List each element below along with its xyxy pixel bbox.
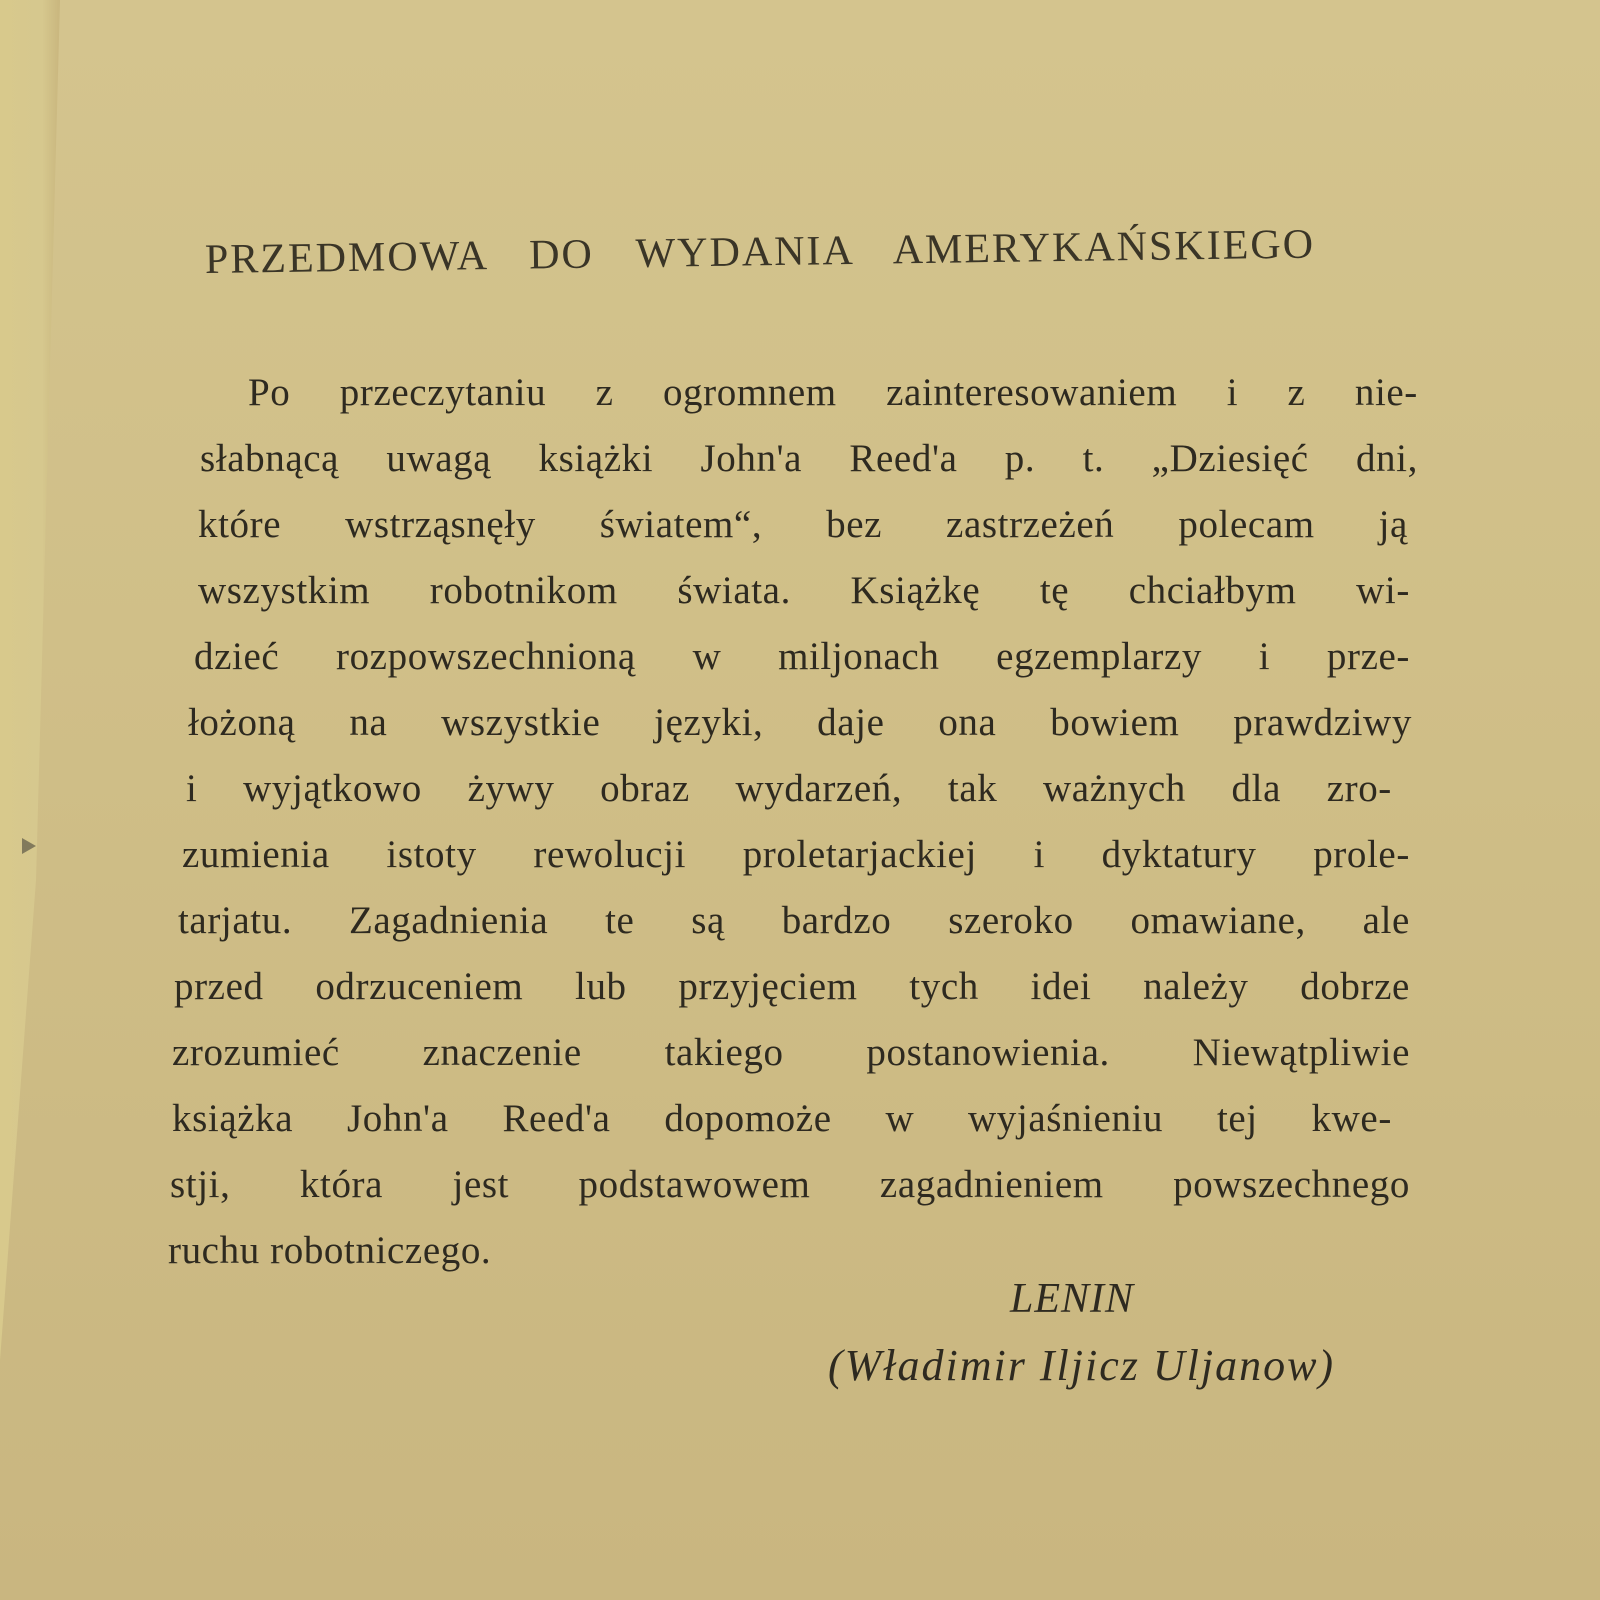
text-line: ruchu robotniczego. xyxy=(168,1229,492,1272)
margin-arrow-mark xyxy=(22,838,36,854)
text-line: przed odrzuceniem lub przyjęciem tych idei należy dobrze xyxy=(174,965,1410,1008)
text-line: które wstrząsnęły światem“, bez zastrzeżeń polecam ją xyxy=(198,503,1408,546)
text-line: słabnącą uwagą książki John'a Reed'a p. t. „Dziesięć dni, xyxy=(200,437,1418,480)
text-line: tarjatu. Zagadnienia te są bardzo szeroko omawiane, ale xyxy=(178,899,1410,942)
signature-name: LENIN xyxy=(1010,1276,1135,1322)
text-line: dzieć rozpowszechnioną w miljonach egzemplarzy i prze- xyxy=(194,635,1410,678)
page-heading: PRZEDMOWA DO WYDANIA AMERYKAŃSKIEGO xyxy=(204,221,1316,283)
text-line: wszystkim robotnikom świata. Książkę tę chciałbym wi- xyxy=(198,569,1410,612)
previous-page-edge xyxy=(0,0,60,1600)
text-line: książka John'a Reed'a dopomoże w wyjaśnieniu tej kwe- xyxy=(172,1097,1392,1140)
text-line: i wyjątkowo żywy obraz wydarzeń, tak ważnych dla zro- xyxy=(186,767,1392,810)
signature-full-name: (Władimir Iljicz Uljanow) xyxy=(828,1341,1336,1390)
text-line: zrozumieć znaczenie takiego postanowienia. Niewątpliwie xyxy=(172,1031,1410,1074)
text-line: Po przeczytaniu z ogromnem zainteresowaniem i z nie- xyxy=(248,371,1418,414)
text-line: stji, która jest podstawowem zagadnieniem powszechnego xyxy=(170,1163,1410,1206)
text-line: łożoną na wszystkie języki, daje ona bowiem prawdziwy xyxy=(188,701,1412,744)
text-line: zumienia istoty rewolucji proletarjackiej i dyktatury prole- xyxy=(182,833,1410,876)
